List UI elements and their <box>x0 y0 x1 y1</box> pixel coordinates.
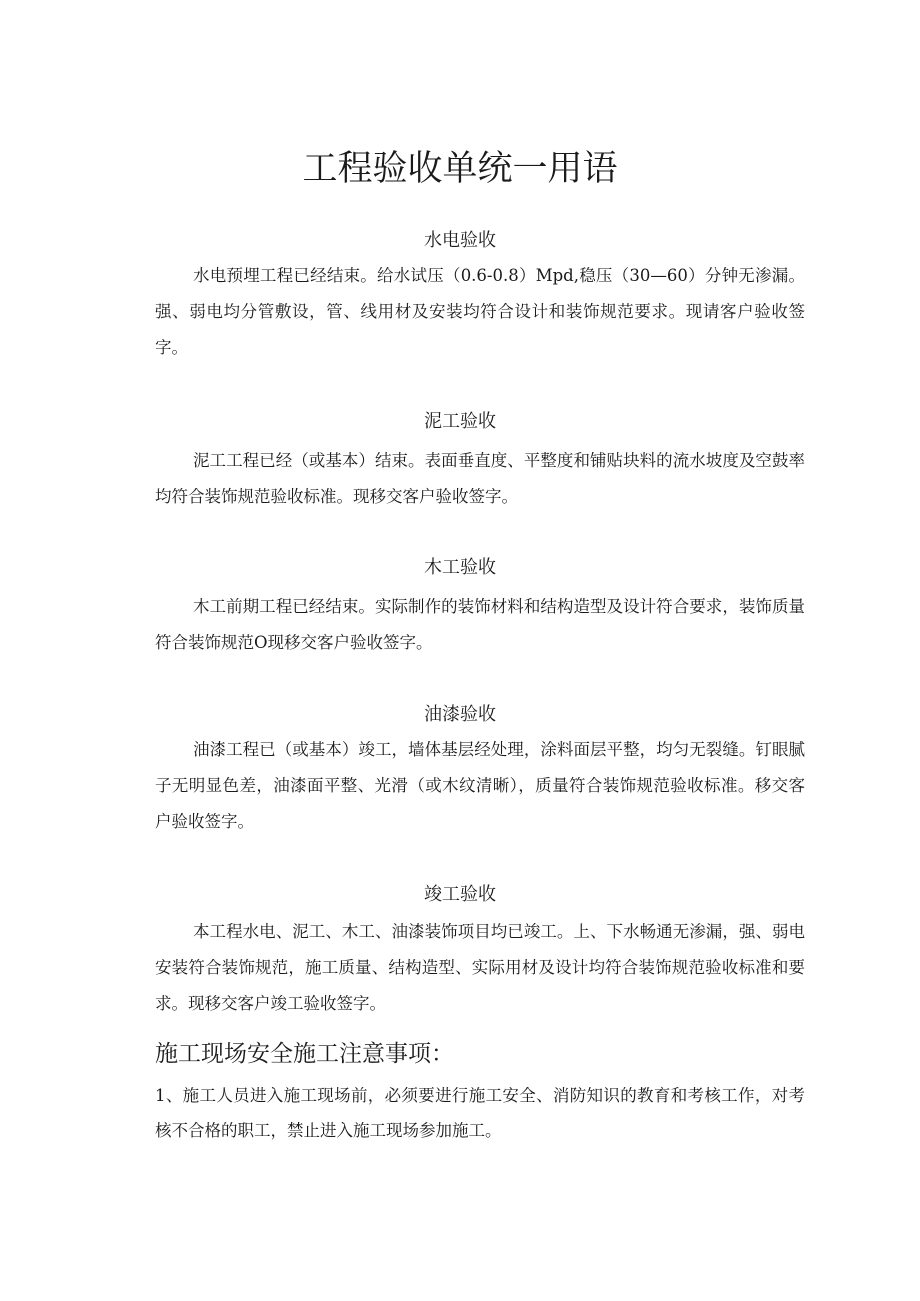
section-body: 油漆工程已（或基本）竣工，墙体基层经处理，涂料面层平整，均匀无裂缝。钉眼腻子无明显色差，油漆面平整、光滑（或木纹清晰），质量符合装饰规范验收标准。移交客户验收签字。 <box>155 740 805 831</box>
section-heading: 泥工验收 <box>424 411 496 432</box>
section-body: 本工程水电、泥工、木工、油漆装饰项目均已竣工。上、下水畅通无渗漏，强、弱电安装符合装饰规范，施工质量、结构造型、实际用材及设计均符合装饰规范验收标准和要求。现移交客户竣工验收签字。 <box>155 922 805 1013</box>
section-body: 水电预埋工程已经结束。给水试压（0.6-0.8）Mpd,稳压（30—60）分钟无渗漏。强、弱电均分管敷设，管、线用材及安装均符合设计和装饰规范要求。现请客户验收签字。 <box>155 266 805 357</box>
section-heading: 木工验收 <box>424 557 496 578</box>
safety-item: 1、施工人员进入施工现场前，必须要进行施工安全、消防知识的教育和考核工作，对考核不合格的职工，禁止进入施工现场参加施工。 <box>155 1086 805 1140</box>
section-body: 泥工工程已经（或基本）结束。表面垂直度、平整度和铺贴块料的流水坡度及空鼓率均符合装饰规范验收标准。现移交客户验收签字。 <box>155 451 805 506</box>
page-title: 工程验收单统一用语 <box>302 149 618 189</box>
section-heading: 竣工验收 <box>424 884 496 905</box>
section-heading: 水电验收 <box>424 230 496 251</box>
section-body: 木工前期工程已经结束。实际制作的装饰材料和结构造型及设计符合要求，装饰质量符合装饰规范O现移交客户验收签字。 <box>155 597 805 652</box>
section-heading: 油漆验收 <box>424 704 496 725</box>
safety-heading: 施工现场安全施工注意事项： <box>155 1041 454 1067</box>
